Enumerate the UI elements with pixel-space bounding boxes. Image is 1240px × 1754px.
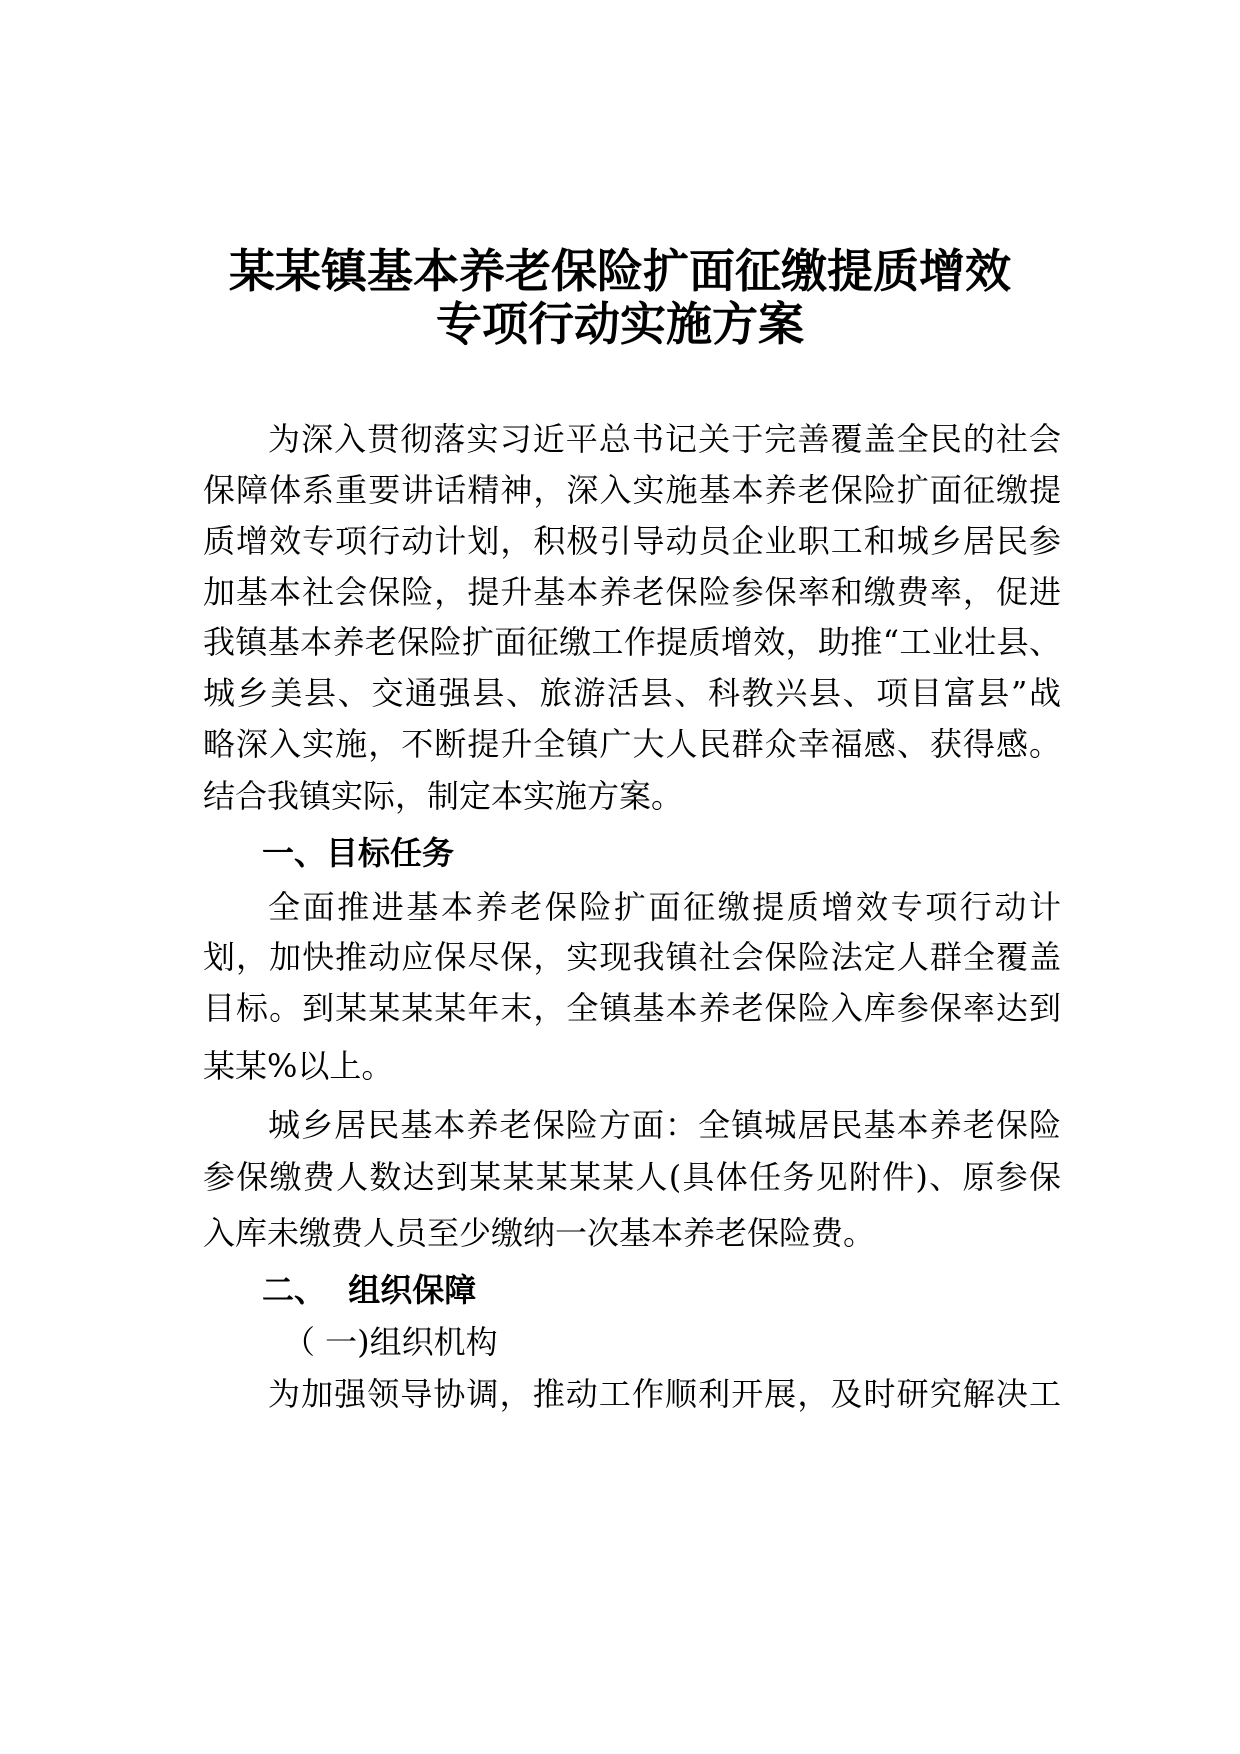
section-2-heading: 二、 组织保障 — [262, 1271, 477, 1309]
section-1-heading: 一、目标任务 — [262, 834, 455, 872]
section-1-para-2-line-1: 城乡居民基本养老保险方面：全镇城居民基本养老保险 — [268, 1106, 1061, 1144]
intro-line-8: 结合我镇实际，制定本实施方案。 — [203, 777, 684, 815]
section-1-para-2-line-2: 参保缴费人数达到某某某某某人(具体任务见附件)、原参保 — [203, 1158, 1061, 1196]
section-1-para-1-line-2: 划，加快推动应保尽保，实现我镇社会保险法定人群全覆盖 — [203, 938, 1061, 976]
intro-line-6: 城乡美县、交通强县、旅游活县、科教兴县、项目富县”战 — [203, 674, 1061, 712]
document-title-line-1: 某某镇基本养老保险扩面征缴提质增效 — [229, 244, 1011, 298]
intro-line-3: 质增效专项行动计划，积极引导动员企业职工和城乡居民参 — [203, 522, 1061, 560]
section-1-para-1-line-3: 目标。到某某某某年末，全镇基本养老保险入库参保率达到 — [203, 989, 1061, 1027]
section-1-para-1-line-1: 全面推进基本养老保险扩面征缴提质增效专项行动计 — [268, 888, 1061, 926]
section-2-para-1-line-1: 为加强领导协调，推动工作顺利开展，及时研究解决工 — [268, 1375, 1061, 1413]
intro-line-4: 加基本社会保险，提升基本养老保险参保率和缴费率，促进 — [203, 573, 1061, 611]
document-title-line-2: 专项行动实施方案 — [436, 297, 804, 351]
intro-line-1: 为深入贯彻落实习近平总书记关于完善覆盖全民的社会 — [268, 420, 1061, 458]
intro-line-5: 我镇基本养老保险扩面征缴工作提质增效，助推“工业壮县、 — [203, 623, 1061, 661]
intro-line-7: 略深入实施，不断提升全镇广大人民群众幸福感、获得感。 — [203, 725, 1061, 763]
subsection-1-heading: （ 一)组织机构 — [283, 1323, 498, 1361]
section-1-para-1-line-4: 某某%以上。 — [203, 1047, 394, 1085]
section-1-para-2-line-3: 入库未缴费人员至少缴纳一次基本养老保险费。 — [203, 1214, 876, 1252]
intro-line-2: 保障体系重要讲话精神，深入实施基本养老保险扩面征缴提 — [203, 471, 1061, 509]
